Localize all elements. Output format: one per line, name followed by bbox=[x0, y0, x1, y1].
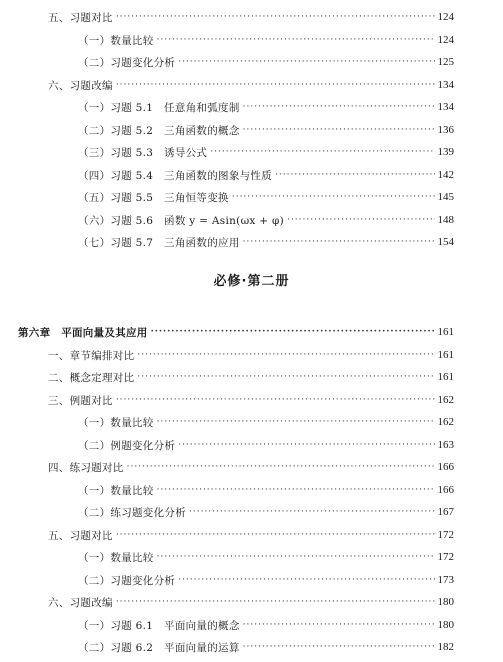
toc-page-number: 134 bbox=[437, 79, 454, 91]
toc-entry[interactable] bbox=[48, 526, 454, 544]
toc-entry[interactable] bbox=[78, 211, 454, 229]
toc-entry[interactable] bbox=[78, 98, 454, 116]
toc-entry[interactable] bbox=[78, 571, 454, 589]
toc-entry-label: （二）例题变化分析 bbox=[78, 439, 176, 452]
toc-entry-label: （四）习题 5.4 三角函数的图象与性质 bbox=[78, 169, 273, 182]
toc-entry-label: （五）习题 5.5 三角恒等变换 bbox=[78, 191, 229, 204]
toc-entry-label: （一）数量比较 bbox=[78, 34, 154, 47]
toc-page-number: 166 bbox=[437, 484, 454, 496]
toc-entry-label: （二）习题变化分析 bbox=[78, 574, 176, 587]
toc-page-number: 173 bbox=[437, 574, 454, 586]
dot-leader bbox=[243, 620, 435, 630]
toc-page-number: 166 bbox=[437, 461, 454, 473]
toc-entry-label: （二）练习题变化分析 bbox=[78, 506, 186, 519]
dot-leader bbox=[178, 57, 434, 67]
toc-entry[interactable] bbox=[78, 143, 454, 161]
toc-entry-label: 五、习题对比 bbox=[48, 529, 113, 542]
toc-page-number: 172 bbox=[437, 529, 454, 541]
dot-leader bbox=[116, 12, 435, 22]
toc-entry[interactable] bbox=[78, 413, 454, 431]
toc-entry-label: （一）习题 6.1 平面向量的概念 bbox=[78, 619, 240, 632]
toc-entry[interactable] bbox=[78, 503, 454, 521]
dot-leader bbox=[157, 417, 435, 427]
toc-entry[interactable] bbox=[48, 346, 454, 364]
toc-entry-label: （一）数量比较 bbox=[78, 416, 154, 429]
toc-entry-label: 五、习题对比 bbox=[48, 11, 113, 24]
toc-entry[interactable] bbox=[78, 188, 454, 206]
toc-entry-label: （二）习题变化分析 bbox=[78, 56, 176, 69]
toc-entry-label: 六、习题改编 bbox=[48, 596, 113, 609]
dot-leader bbox=[232, 192, 435, 202]
toc-page-number: 180 bbox=[437, 619, 454, 631]
toc-entry[interactable] bbox=[48, 391, 454, 409]
toc-page-number: 145 bbox=[437, 191, 454, 203]
toc-entry[interactable] bbox=[78, 436, 454, 454]
toc-entry-label: （二）习题 6.2 平面向量的运算 bbox=[78, 641, 240, 654]
toc-page-number: 125 bbox=[437, 56, 454, 68]
dot-leader bbox=[287, 215, 434, 225]
dot-leader bbox=[116, 530, 435, 540]
dot-leader bbox=[116, 80, 435, 90]
toc-entry-label: 第六章 平面向量及其应用 bbox=[18, 326, 148, 339]
toc-page-number: 161 bbox=[437, 371, 454, 383]
dot-leader bbox=[116, 597, 435, 607]
toc-entry[interactable] bbox=[78, 233, 454, 251]
toc-entry[interactable] bbox=[48, 458, 454, 476]
toc-entry[interactable] bbox=[48, 8, 454, 26]
dot-leader bbox=[178, 440, 434, 450]
dot-leader bbox=[210, 147, 434, 157]
toc-entry[interactable] bbox=[78, 638, 454, 656]
toc-entry[interactable] bbox=[78, 53, 454, 71]
dot-leader bbox=[127, 462, 435, 472]
dot-leader bbox=[275, 170, 434, 180]
toc-entry-label: 一、章节编排对比 bbox=[48, 349, 135, 362]
dot-leader bbox=[189, 507, 435, 517]
toc-page-number: 162 bbox=[437, 416, 454, 428]
toc-entry[interactable] bbox=[48, 593, 454, 611]
dot-leader bbox=[157, 485, 435, 495]
dot-leader bbox=[243, 125, 435, 135]
dot-leader bbox=[137, 350, 434, 360]
dot-leader bbox=[157, 552, 435, 562]
dot-leader bbox=[116, 395, 435, 405]
toc-page-number: 167 bbox=[437, 506, 454, 518]
toc-entry-label: （二）习题 5.2 三角函数的概念 bbox=[78, 124, 240, 137]
toc-page-number: 136 bbox=[437, 124, 454, 136]
toc-page-number: 139 bbox=[437, 146, 454, 158]
toc-page-number: 180 bbox=[437, 596, 454, 608]
toc-entry-label: （三）习题 5.3 诱导公式 bbox=[78, 146, 208, 159]
toc-entry-label: 四、练习题对比 bbox=[48, 461, 124, 474]
toc-page-number: 163 bbox=[437, 439, 454, 451]
toc-entry-label: 三、例题对比 bbox=[48, 394, 113, 407]
toc-page-number: 142 bbox=[437, 169, 454, 181]
dot-leader bbox=[151, 327, 435, 337]
toc-entry[interactable] bbox=[78, 481, 454, 499]
toc-entry[interactable] bbox=[78, 31, 454, 49]
dot-leader bbox=[243, 642, 435, 652]
toc-entry-label: （一）数量比较 bbox=[78, 484, 154, 497]
toc-page-number: 182 bbox=[437, 641, 454, 653]
toc-page-number: 124 bbox=[437, 34, 454, 46]
dot-leader bbox=[157, 35, 435, 45]
toc-page-number: 134 bbox=[437, 101, 454, 113]
toc-page-number: 161 bbox=[437, 326, 454, 338]
dot-leader bbox=[243, 102, 435, 112]
toc-entry-label: 二、概念定理对比 bbox=[48, 371, 135, 384]
toc-entry[interactable] bbox=[78, 548, 454, 566]
toc-entry-label: 六、习题改编 bbox=[48, 79, 113, 92]
dot-leader bbox=[243, 237, 435, 247]
toc-entry[interactable] bbox=[48, 368, 454, 386]
toc-entry-label: （一）数量比较 bbox=[78, 551, 154, 564]
toc-entry-label: （一）习题 5.1 任意角和弧度制 bbox=[78, 101, 240, 114]
toc-page-number: 154 bbox=[437, 236, 454, 248]
dot-leader bbox=[178, 575, 434, 585]
toc-page-number: 161 bbox=[437, 349, 454, 361]
toc-page-number: 162 bbox=[437, 394, 454, 406]
toc-chapter-entry[interactable] bbox=[18, 323, 454, 341]
toc-entry[interactable] bbox=[78, 616, 454, 634]
section-title: 必修·第二册 bbox=[213, 274, 290, 289]
toc-entry[interactable] bbox=[78, 121, 454, 139]
toc-page-number: 172 bbox=[437, 551, 454, 563]
dot-leader bbox=[137, 372, 434, 382]
toc-entry-label: （七）习题 5.7 三角函数的应用 bbox=[78, 236, 240, 249]
toc-entry[interactable] bbox=[48, 76, 454, 94]
toc-entry-label: （六）习题 5.6 函数 y = Asin(ωx + φ) bbox=[78, 214, 285, 227]
toc-page-number: 148 bbox=[437, 214, 454, 226]
toc-entry[interactable] bbox=[78, 166, 454, 184]
toc-page-number: 124 bbox=[437, 11, 454, 23]
